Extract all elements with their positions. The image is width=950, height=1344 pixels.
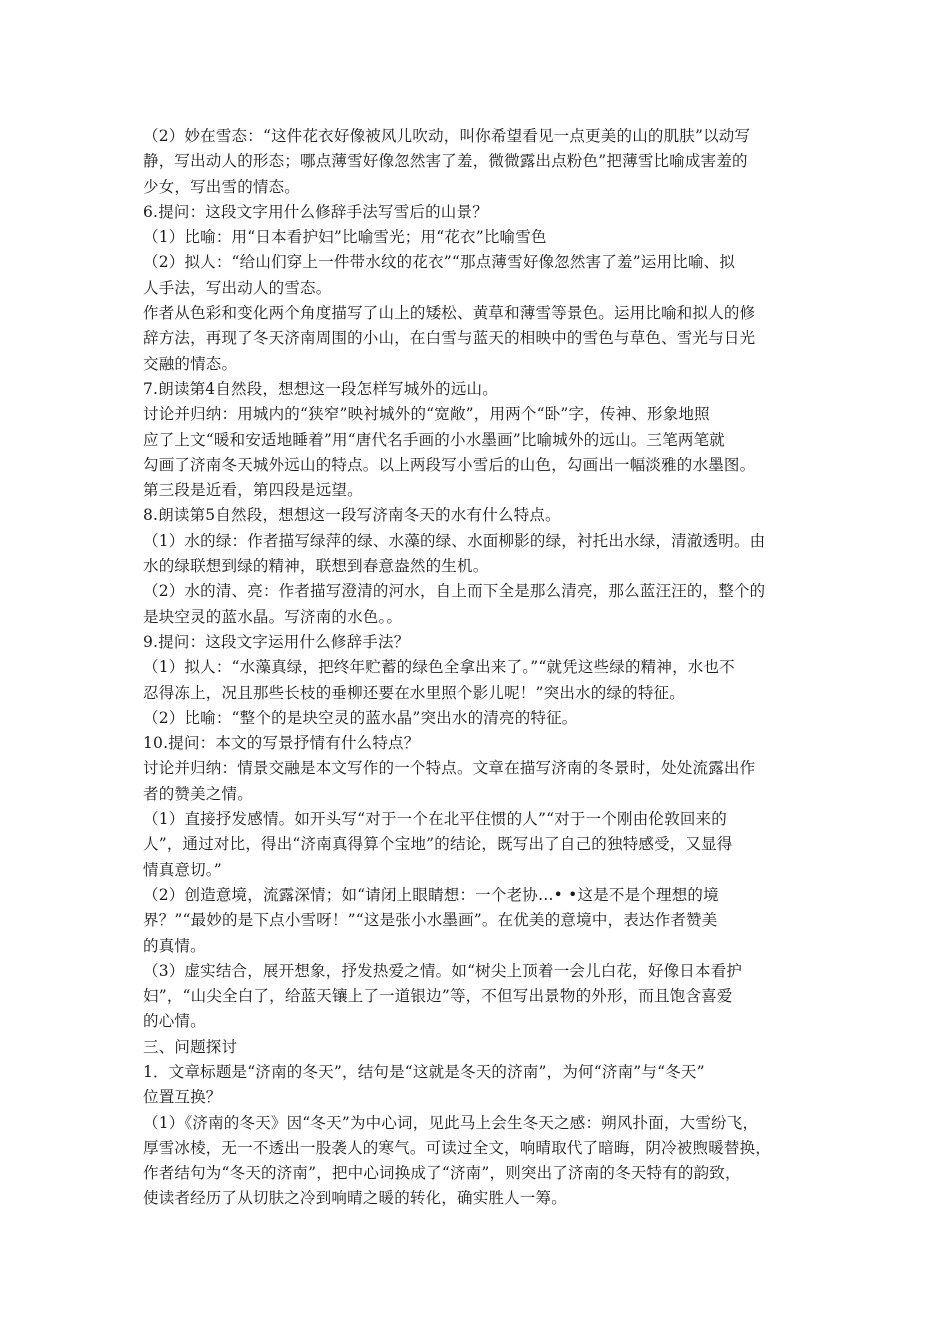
text-line: 作者结句为“冬天的济南”，把中心词换成了“济南”，则突出了济南的冬天特有的韵致， [143,1164,741,1183]
text-line: 第三段是近看，第四段是远望。 [143,481,363,500]
text-line: 1．文章标题是“济南的冬天”，结句是“这就是冬天的济南”，为何“济南”与“冬天” [143,1062,705,1081]
text-line: 的心情。 [143,1012,206,1031]
text-line: 厚雪冰棱，无一不透出一股袭人的寒气。可读过全文，响晴取代了暗晦，阴冷被煦暖替换， [143,1138,772,1157]
text-line: 勾画了济南冬天城外远山的特点。以上两段写小雪后的山色，勾画出一幅淡雅的水墨图。 [143,455,756,474]
text-line: 静，写出动人的形态；哪点薄雪好像忽然害了羞，微微露出点粉色”把薄雪比喻成害羞的 [143,152,748,171]
text-line: 者的赞美之情。 [143,784,253,803]
text-line: 辞方法，再现了冬天济南周围的小山，在白雪与蓝天的相映中的雪色与草色、雪光与日光 [143,329,756,348]
text-line: 作者从色彩和变化两个角度描写了山上的矮松、黄草和薄雪等景色。运用比喻和拟人的修 [143,304,756,323]
text-line: 交融的情态。 [143,354,238,373]
text-line: 少女，写出雪的情态。 [143,177,301,196]
text-line: （2）水的清、亮：作者描写澄清的河水，自上而下全是那么清亮，那么蓝汪汪的，整个的 [143,582,766,601]
text-line: 水的绿联想到绿的精神，联想到春意盎然的生机。 [143,557,489,576]
text-line: 讨论并归纳：情景交融是本文写作的一个特点。文章在描写济南的冬景时，处处流露出作 [143,759,756,778]
text-line: 10.提问：本文的写景抒情有什么特点？ [143,734,420,753]
text-line: （2）妙在雪态：“这件花衣好像被风儿吹动，叫你希望看见一点更美的山的肌肤”以动写 [143,127,751,145]
text-line: 7.朗读第4自然段，想想这一段怎样写城外的远山。 [143,379,498,398]
text-line: （1）拟人：“水藻真绿，把终年贮蓄的绿色全拿出来了。”“就凭这些绿的精神，水也不 [143,658,735,677]
text-line: 8.朗读第5自然段，想想这一段写济南冬天的水有什么特点。 [143,506,561,525]
text-line: （2）创造意境，流露深情；如“请闭上眼睛想：一个老协…• •这是不是个理想的境 [143,885,719,904]
text-line: 人手法，写出动人的雪态。 [143,278,332,297]
text-line: 讨论并归纳：用城内的“狭窄”映衬城外的“宽敞”，用两个“卧”字，传神、形象地照 [143,405,710,424]
text-line: （1）《济南的冬天》因“冬天”为中心词，见此马上会生冬天之感：朔风扑面，大雪纷飞， [143,1113,759,1132]
text-line: （1）直接抒发感情。如开头写“对于一个在北平住惯的人”“对于一个刚由伦敦回来的 [143,810,727,829]
text-line: 应了上文“暖和安适地睡着”用“唐代名手画的小水墨画”比喻城外的远山。三笔两笔就 [143,430,725,449]
text-line: 界？”“最妙的是下点小雪呀！”“这是张小水墨画”。在优美的意境中，表达作者赞美 [143,911,718,930]
text-line: 使读者经历了从切肤之冷到响晴之暖的转化，确实胜人一筹。 [143,1189,567,1208]
text-line: 妇”，“山尖全白了，给蓝天镶上了一道银边”等，不但写出景物的外形，而且饱含喜爱 [143,987,733,1006]
text-line: 忍得冻上，况且那些长枝的垂柳还要在水里照个影儿呢！”突出水的绿的特征。 [143,683,685,702]
text-line: 是块空灵的蓝水晶。写济南的水色。。 [143,607,403,626]
text-line: 情真意切。” [143,860,222,879]
text-line: 三、问题探讨 [143,1037,238,1056]
text-line: 人”，通过对比，得出“济南真得算个宝地”的结论，既写出了自己的独特感受，又显得 [143,835,733,854]
text-line: 位置互换？ [143,1088,222,1107]
text-line: （2）比喻：“整个的是块空灵的蓝水晶”突出水的清亮的特征。 [143,708,578,727]
text-line: 9.提问：这段文字运用什么修辞手法？ [143,632,410,651]
text-line: （1）比喻：用“日本看护妇”比喻雪光；用“花衣”比喻雪色 [143,228,547,247]
text-line: 的真情。 [143,936,206,955]
text-line: （3）虚实结合，展开想象，抒发热爱之情。如“树尖上顶着一会儿白花，好像日本看护 [143,961,743,980]
text-line: 6.提问：这段文字用什么修辞手法写雪后的山景？ [143,202,488,221]
text-line: （2）拟人：“给山们穿上一件带水纹的花衣”“那点薄雪好像忽然害了羞”运用比喻、拟 [143,253,736,272]
text-line: （1）水的绿：作者描写绿萍的绿、水藻的绿、水面柳影的绿，衬托出水绿，清澈透明。由 [143,531,766,550]
document-body [143,124,813,1212]
